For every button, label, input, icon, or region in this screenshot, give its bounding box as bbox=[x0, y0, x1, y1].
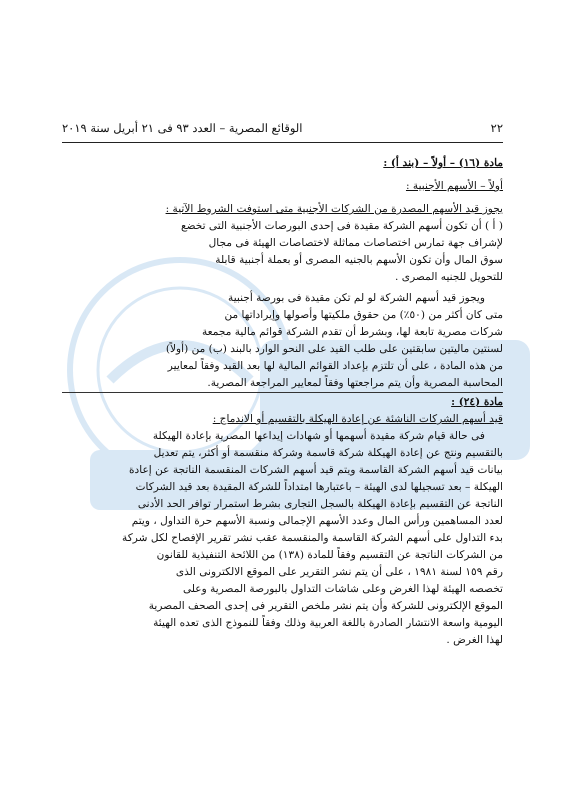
article-24-line: لعدد المساهمين ورأس المال وعدد الأسهم الإجمالى ونسبة الأسهم حرة التداول ، ويتم bbox=[131, 515, 503, 527]
article-16-line: سوق المال وأن تكون الأسهم بالجنيه المصرى أو بعملة أجنبية قابلة bbox=[215, 254, 503, 266]
article-24-line: بدء التداول على أسهم الشركة القاسمة والمنقسمة عقب نشر تقرير الإفصاح لكل شركة bbox=[122, 532, 503, 544]
article-16-line: للتحويل للجنيه المصرى . bbox=[395, 271, 503, 283]
article-16-para2-line: من هذه المادة ، على أن تلتزم بإعداد القوائم المالية لها بعد القيد وفقاً لمعايير bbox=[167, 360, 503, 372]
article-24-line: من الشركات الناتجة عن التقسيم وفقاً للمادة (١٣٨) من اللائحة التنفيذية للقانون bbox=[156, 549, 503, 561]
article-16-para2-line: لسنتين ماليتين سابقتين على طلب القيد على النحو الوارد بالبند (ب) من (أولاً) bbox=[165, 343, 503, 355]
article-24-title: مادة (٢٤) : bbox=[62, 392, 503, 411]
article-24-line: بالتقسيم ونتج عن إعادة الهيكلة شركة قاسمة وشركة منقسمة أو أكثر، يتم تعديل bbox=[153, 447, 503, 459]
article-24-line: رقم ١٥٩ لسنة ١٩٨١ ، على أن يتم نشر التقرير على الموقع الالكترونى الذى bbox=[175, 566, 503, 578]
article-24-lead: قيد أسهم الشركات الناشئة عن إعادة الهيكلة بالتقسيم أو الاندماج : bbox=[212, 413, 503, 425]
article-24-line: اليومية واسعة الانتشار الصادرة باللغة العربية وذلك وفقاً للنموذج الذى تعده الهيئة bbox=[153, 617, 503, 629]
document-page bbox=[62, 120, 503, 649]
article-24-line: الناتجة عن التقسيم بإعادة الهيكلة بالسجل التجارى بشرط استمرار توافر الحد الأدنى bbox=[137, 498, 503, 510]
article-16-intro: يجوز قيد الأسهم المصدرة من الشركات الأجنبية متى استوفت الشروط الآتية : bbox=[165, 203, 503, 215]
page-number: ٢٢ bbox=[490, 121, 503, 135]
section-foreign-shares: أولاً – الأسهم الأجنبية : bbox=[405, 180, 503, 192]
gazette-title: الوقائع المصرية – العدد ٩٣ فى ٢١ أبريل سنة ٢٠١٩ bbox=[62, 121, 303, 135]
article-24-line: بيانات قيد أسهم الشركة القاسمة ويتم قيد أسهم الشركات المنقسمة الناتجة عن إعادة bbox=[128, 464, 503, 476]
article-24-line: لهذا الغرض . bbox=[446, 634, 503, 646]
article-24-line: تخصصه الهيئة لهذا الغرض وعلى شاشات التداول بالبورصة المصرية وعلى bbox=[182, 583, 503, 595]
article-24-line: الموقع الإلكترونى للشركة وأن يتم نشر ملخص التقرير فى إحدى الصحف المصرية bbox=[148, 600, 503, 612]
article-16-para2-line: شركات مصرية تابعة لها، وبشرط أن تقدم الشركة قوائم مالية مجمعة bbox=[201, 326, 503, 338]
page-header bbox=[62, 120, 503, 143]
article-16-para2-line: ويجوز قيد أسهم الشركة لو لم تكن مقيدة فى بورصة أجنبية bbox=[228, 292, 485, 304]
article-16-title: مادة (١٦) – أولاً – (بند أ) : bbox=[383, 157, 503, 169]
article-16-para2-line: متى كان أكثر من (٥٠٪) من حقوق ملكيتها وأصولها وإيراداتها من bbox=[224, 309, 503, 321]
article-16-line: لإشراف جهة تمارس اختصاصات مماثلة لاختصاصات الهيئة فى مجال bbox=[208, 237, 503, 249]
article-16-line: ( أ ) أن تكون أسهم الشركة مقيدة فى إحدى البورصات الأجنبية التى تخضع bbox=[180, 220, 503, 232]
article-24-line: الهيكلة – بعد تسجيلها لدى الهيئة – باعتبارها امتداداً للشركة المقيدة بعد قيد الشركات bbox=[135, 481, 503, 493]
article-16-para2-line: المحاسبة المصرية وأن يتم مراجعتها وفقاً لمعايير المراجعة المصرية. bbox=[207, 377, 503, 389]
article-24-line: فى حالة قيام شركة مقيدة أسهمها أو شهادات إيداعها المصرية بإعادة الهيكلة bbox=[152, 430, 485, 442]
